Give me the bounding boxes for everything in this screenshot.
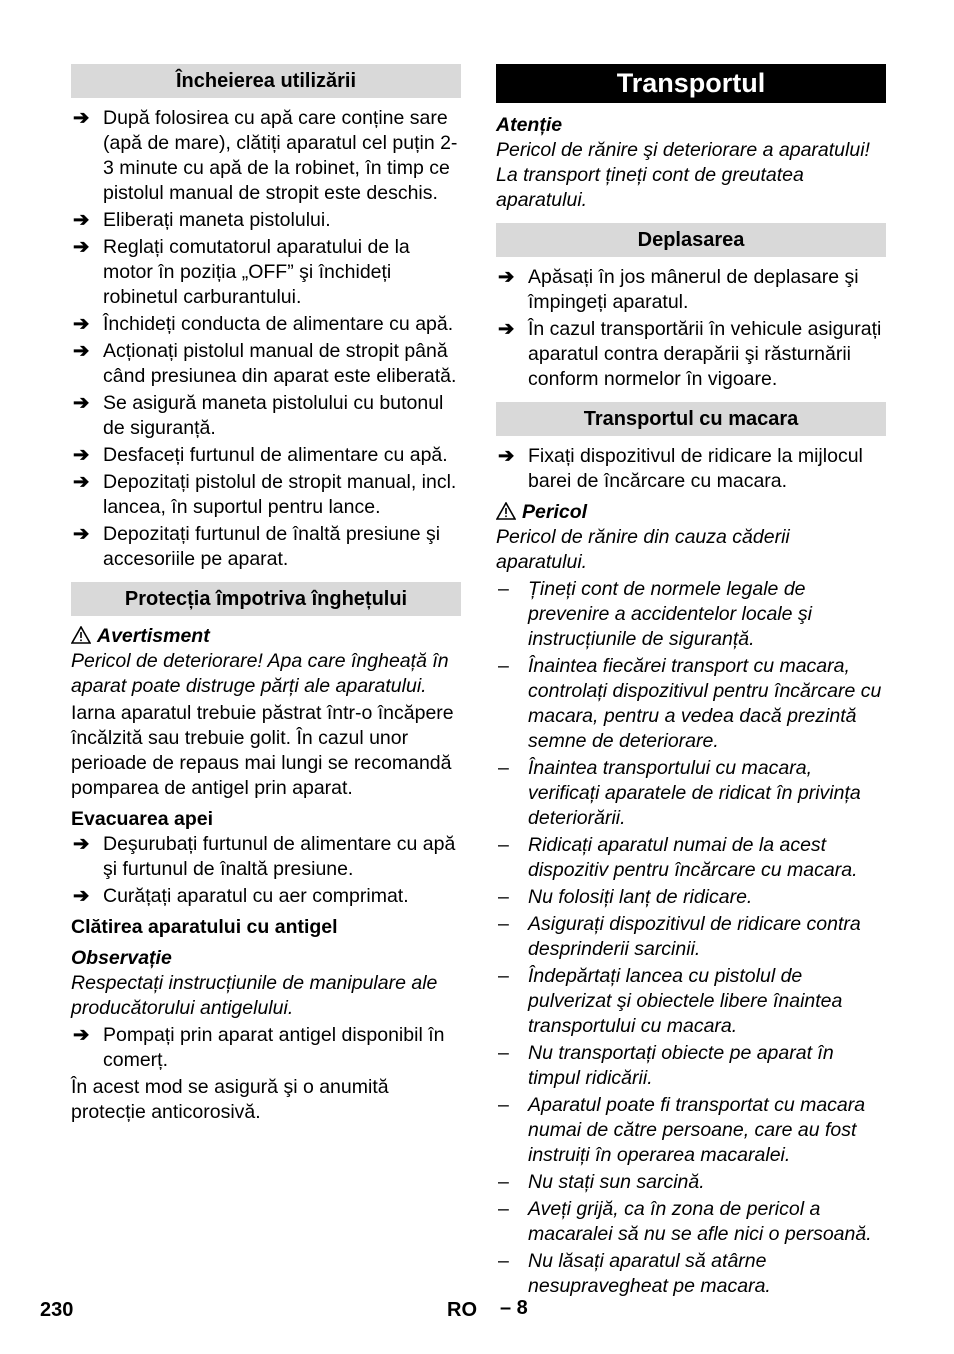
list-item-text: Ridicați aparatul numai de la acest dispozitiv pentru încărcare cu macara. [528,834,858,881]
list-item [71,106,461,206]
list-item [71,391,461,441]
attention-title: Atenție [496,114,563,136]
evacuation-list [71,832,461,909]
list-item-text: Curățați aparatul cu aer comprimat. [103,885,409,907]
list-item-text: Nu folosiți lanț de ridicare. [528,886,753,908]
dash-bullet: – [498,578,509,600]
dash-bullet: – [498,913,509,935]
attention-text: Pericol de rănire şi deteriorare a aparatului! La transport țineți cont de greutatea aparatului. [496,139,870,211]
dash-bullet: – [498,965,509,987]
dash-bullet: – [498,757,509,779]
list-item-text: Depozitați pistolul de stropit manual, incl. lancea, în suportul pentru lance. [103,471,457,518]
list-item [496,577,886,652]
dash-bullet: – [498,1198,509,1220]
dash-bullet: – [498,1250,509,1272]
arrow-bullet-icon: ➔ [73,236,90,258]
section-heading-moving: Deplasarea [496,223,886,257]
section-heading-frost-protection: Protecția împotriva înghețului [71,582,461,616]
list-item [496,833,886,883]
warning-text: Pericol de deteriorare! Apa care îngheață în aparat poate distruge părți ale aparatului. [71,650,449,697]
antifreeze-list [71,1023,461,1073]
arrow-bullet-icon: ➔ [498,266,515,288]
subheading-antifreeze-rinse: Clătirea aparatului cu antigel [71,916,338,938]
list-item-text: Desfaceți furtunul de alimentare cu apă. [103,444,448,466]
dash-bullet: – [498,1171,509,1193]
list-item [71,339,461,389]
warning-title [71,624,461,649]
list-item [71,312,461,337]
list-item-text: Fixați dispozitivul de ridicare la mijlocul barei de încărcare cu macara. [528,445,863,492]
list-item-text: Reglați comutatorul aparatului de la motor în poziția „OFF” şi închideți robinetul carburantului. [103,236,410,308]
list-item-text: Apăsați în jos mânerul de deplasare şi împingeți aparatul. [528,266,859,313]
list-item [71,235,461,310]
list-item-text: După folosirea cu apă care conține sare (apă de mare), clătiți aparatul cel puțin 2-3 minute cu apă de la robinet, în timp ce pistolul manual de stropit este deschis. [103,107,458,204]
list-item-text: Aveți grijă, ca în zona de pericol a macaralei să nu se afle nici o persoană. [528,1198,872,1245]
list-item [496,1170,886,1195]
arrow-bullet-icon: ➔ [73,471,90,493]
list-item [496,912,886,962]
moving-list [496,265,886,392]
arrow-bullet-icon: ➔ [73,313,90,335]
dash-bullet: – [498,834,509,856]
list-item [496,756,886,831]
list-item [496,1197,886,1247]
dash-bullet: – [498,655,509,677]
list-item-text: Se asigură maneta pistolului cu butonul de siguranță. [103,392,444,439]
arrow-bullet-icon: ➔ [73,833,90,855]
list-item-text: Țineți cont de normele legale de prevenire a accidentelor locale şi instrucțiunile de siguranță. [528,578,812,650]
crane-list [496,444,886,494]
list-item [496,885,886,910]
list-item [71,1023,461,1073]
arrow-bullet-icon: ➔ [73,107,90,129]
danger-triangle-icon [496,502,516,520]
section-heading-end-use: Încheierea utilizării [71,64,461,98]
list-item-text: Deşurubați furtunul de alimentare cu apă şi furtunul de înaltă presiune. [103,833,456,880]
dash-bullet: – [498,886,509,908]
right-column [496,64,886,1301]
list-item [496,317,886,392]
list-item-text: Asigurați dispozitivul de ridicare contra desprinderii sarcinii. [528,913,861,960]
observation-text: Respectați instrucțiunile de manipulare ale producătorului antigelului. [71,972,438,1019]
list-item [496,654,886,754]
list-item-text: În cazul transportării în vehicule asigurați aparatul contra derapării şi răsturnării conform normelor în vigoare. [528,318,882,390]
winter-text: Iarna aparatul trebuie păstrat într-o încăpere încălzită sau trebuie golit. În cazul unor perioade de repaus mai lungi se recomandă pomparea de antigel prin aparat. [71,702,454,799]
left-column [71,64,461,1127]
list-item [496,1093,886,1168]
list-item [496,444,886,494]
dash-bullet: – [498,1042,509,1064]
danger-title-text: Pericol [522,501,588,523]
list-item-text: Nu transportați obiecte pe aparat în timpul ridicării. [528,1042,834,1089]
list-item-text: Îndepărtați lancea cu pistolul de pulverizat şi obiectele libere înaintea transportului cu macara. [528,965,843,1037]
list-item-text: Închideți conducta de alimentare cu apă. [103,313,454,335]
list-item [71,832,461,882]
section-heading-crane-transport: Transportul cu macara [496,402,886,436]
page-label: – 8 [500,1297,528,1319]
page-number: 230 [40,1299,74,1321]
arrow-bullet-icon: ➔ [73,340,90,362]
end-use-list [71,106,461,572]
arrow-bullet-icon: ➔ [73,392,90,414]
danger-text: Pericol de rănire din cauza căderii aparatului. [496,526,790,573]
list-item [496,1041,886,1091]
list-item [496,265,886,315]
list-item-text: Nu lăsați aparatul să atârne nesupravegheat pe macara. [528,1250,771,1297]
list-item-text: Depozitați furtunul de înaltă presiune şi accesoriile pe aparat. [103,523,441,570]
arrow-bullet-icon: ➔ [73,523,90,545]
arrow-bullet-icon: ➔ [73,1024,90,1046]
arrow-bullet-icon: ➔ [73,885,90,907]
list-item [71,208,461,233]
danger-list [496,577,886,1299]
list-item-text: Înaintea fiecărei transport cu macara, controlați dispozitivul pentru încărcare cu macara, pentru a vedea dacă prezintă semne de deteriorare. [528,655,882,752]
subheading-water-evacuation: Evacuarea apei [71,808,214,830]
warning-triangle-icon [71,626,91,644]
arrow-bullet-icon: ➔ [73,444,90,466]
dash-bullet: – [498,1094,509,1116]
main-heading-transport: Transportul [496,64,886,103]
list-item [496,964,886,1039]
list-item-text: Acționați pistolul manual de stropit până când presiunea din aparat este eliberată. [103,340,457,387]
warning-title-text: Avertisment [97,625,210,647]
list-item-text: Pompați prin aparat antigel disponibil în comerț. [103,1024,445,1071]
observation-title: Observație [71,947,172,969]
arrow-bullet-icon: ➔ [73,209,90,231]
list-item [71,470,461,520]
list-item [71,443,461,468]
list-item [71,522,461,572]
list-item [496,1249,886,1299]
language-code: RO [447,1299,477,1321]
list-item [71,884,461,909]
closing-text: În acest mod se asigură şi o anumită protecție anticorosivă. [71,1076,389,1123]
list-item-text: Aparatul poate fi transportat cu macara numai de către persoane, care au fost instruiți în operarea macaralei. [528,1094,866,1166]
list-item-text: Eliberați maneta pistolului. [103,209,331,231]
arrow-bullet-icon: ➔ [498,445,515,467]
arrow-bullet-icon: ➔ [498,318,515,340]
list-item-text: Înaintea transportului cu macara, verificați aparatele de ridicat în privința deteriorării. [528,757,861,829]
list-item-text: Nu stați sun sarcină. [528,1171,705,1193]
danger-title [496,500,886,525]
